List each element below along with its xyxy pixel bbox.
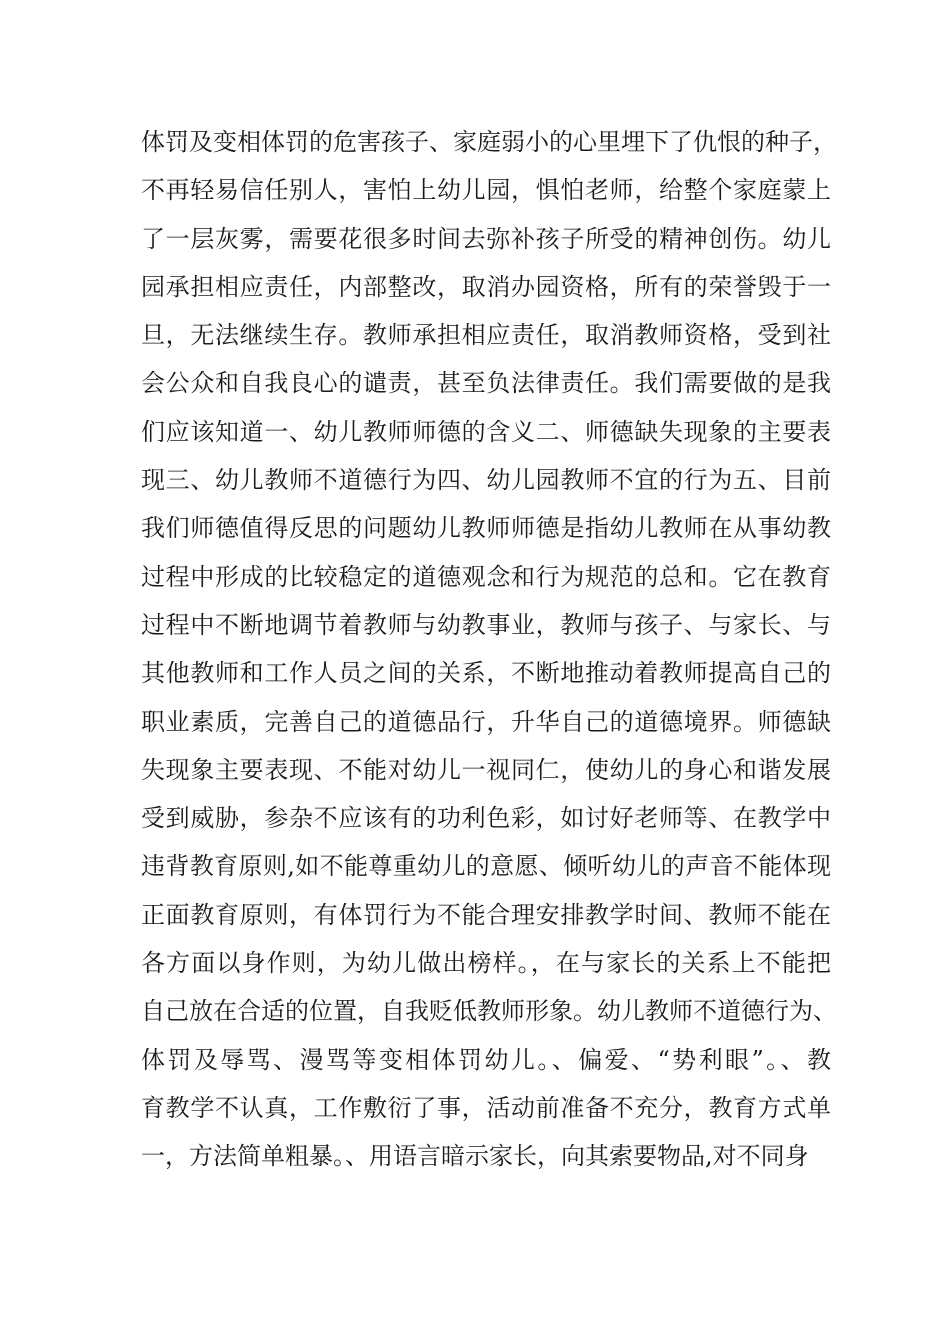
text-line: 了一层灰雾，需要花很多时间去弥补孩子所受的精神创伤。幼儿 xyxy=(141,224,831,253)
text-line: 不再轻易信任别人，害怕上幼儿园，惧怕老师，给整个家庭蒙上 xyxy=(141,176,831,205)
text-line: 过程中不断地调节着教师与幼教事业，教师与孩子、与家长、与 xyxy=(141,610,831,639)
text-line: 一，方法简单粗暴。、用语言暗示家长，向其索要物品,对不同身 xyxy=(141,1142,809,1171)
text-line: 旦，无法继续生存。教师承担相应责任，取消教师资格，受到社 xyxy=(141,321,831,350)
text-line: 职业素质，完善自己的道德品行，升华自己的道德境界。师德缺 xyxy=(141,707,831,736)
text-line: 各方面以身作则，为幼儿做出榜样。，在与家长的关系上不能把 xyxy=(141,949,831,978)
text-line: 体罚及辱骂、漫骂等变相体罚幼儿。、偏爱、“势利眼”。、教 xyxy=(141,1045,831,1074)
text-line: 我们师德值得反思的问题幼儿教师师德是指幼儿教师在从事幼教 xyxy=(141,514,831,543)
text-line: 育教学不认真，工作敷衍了事，活动前准备不充分，教育方式单 xyxy=(141,1093,831,1122)
text-line: 其他教师和工作人员之间的关系，不断地推动着教师提高自己的 xyxy=(141,659,831,688)
text-line: 过程中形成的比较稳定的道德观念和行为规范的总和。它在教育 xyxy=(141,562,831,591)
text-line: 现三、幼儿教师不道德行为四、幼儿园教师不宜的行为五、目前 xyxy=(141,466,831,495)
text-line: 园承担相应责任，内部整改，取消办园资格，所有的荣誉毁于一 xyxy=(141,272,831,301)
text-line: 正面教育原则，有体罚行为不能合理安排教学时间、教师不能在 xyxy=(141,900,831,929)
text-line: 体罚及变相体罚的危害孩子、家庭弱小的心里埋下了仇恨的种子， xyxy=(141,128,837,156)
text-line: 受到威胁，参杂不应该有的功利色彩，如讨好老师等、在教学中 xyxy=(141,804,831,833)
text-line: 会公众和自我良心的谴责，甚至负法律责任。我们需要做的是我 xyxy=(141,369,831,398)
text-line: 违背教育原则,如不能尊重幼儿的意愿、倾听幼儿的声音不能体现 xyxy=(141,852,831,881)
text-line: 失现象主要表现、不能对幼儿一视同仁，使幼儿的身心和谐发展 xyxy=(141,755,831,784)
text-line: 们应该知道一、幼儿教师师德的含义二、师德缺失现象的主要表 xyxy=(141,417,831,446)
body-text xyxy=(141,118,837,1181)
text-line: 自己放在合适的位置，自我贬低教师形象。幼儿教师不道德行为、 xyxy=(141,997,837,1026)
